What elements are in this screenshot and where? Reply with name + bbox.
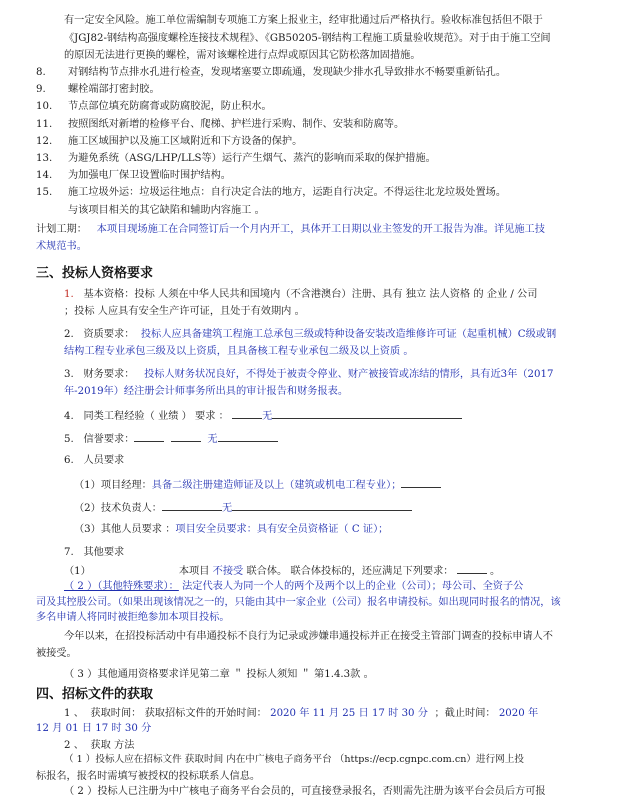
qual-3-line-2: 年-2019年）经注册会计师事务所出具的审计报告和财务报表。 (64, 386, 349, 397)
blank-line (401, 476, 441, 488)
qual-2-line-1 (64, 327, 639, 343)
blank-line (232, 407, 262, 419)
acquire-method-label: 获取 方法 (90, 740, 135, 751)
consortium-pre: 本项目 (178, 566, 210, 577)
schedule-label: 计划工期： (36, 224, 87, 235)
deadline-year: 2020 年 (498, 708, 539, 719)
deadline-time: 12 月 01 日 17 时 30 分 (36, 723, 152, 734)
qual-5-label: 信誉要求： (83, 434, 135, 445)
qual-4 (64, 407, 639, 425)
qual-2-number: 2. (64, 329, 74, 340)
other-staff-value: 项目安全员要求：具有安全员资格证（ C 证）； (175, 524, 389, 535)
note-line-2: 被接受。 (36, 648, 77, 659)
qual-2-line-2: 结构工程专业承包三级及以上资质，且具备核工程专业承包二级及以上资质 。 (64, 346, 414, 357)
section-4-title: 四、招标文件的获取 (36, 687, 154, 702)
qual-1-number: 1. (64, 289, 74, 300)
item-text: 对钢结构节点排水孔进行检查，发现堵塞要立即疏通，发现缺少排水孔导致排水不畅要重新钻孔。 (68, 67, 507, 78)
qual-3-number: 3. (64, 369, 74, 380)
qual-4-label: 同类工程经验（ 业绩 ） 要求 ： (83, 411, 229, 422)
list-item (36, 65, 616, 81)
acquire-method (64, 738, 639, 754)
schedule-line-2: 术规范书。 (36, 241, 87, 252)
item-number: 15. (36, 187, 53, 198)
intro-line-2: 《JGJ82-钢结构高强度螺栓连接技术规程》、《GB50205-钢结构工程施工质量验收规范》。对于由于施工空间 (64, 33, 551, 44)
qual-1-line-2: ；投标 人应具有安全生产许可证，且处于有效期内 。 (64, 306, 305, 317)
item-number: 10. (36, 101, 53, 112)
qual-7-label: 其他要求 (83, 547, 125, 558)
acquire-time-text: 获取招标文件的开始时间： (144, 708, 267, 719)
blank-line (218, 430, 278, 442)
qual-6-sub-1 (74, 476, 639, 494)
intro-line-1: 有一定安全风险。施工单位需编制专项施工方案上报业主，经审批通过后严格执行。验收标准包括但不限于 (64, 15, 543, 26)
section-3-title: 三、投标人资格要求 (36, 266, 154, 281)
qual-3-line-1 (64, 367, 639, 383)
deadline-label: ；截止时间： (434, 708, 496, 719)
qual-7-sub-1: （1） 本项目 不接受 联合体。 联合体投标的，还应满足下列要求： 。 (64, 562, 639, 580)
qual-4-value: 无 (262, 411, 273, 422)
qual-7-sub-2-line-3: 多名申请人将同时被拒绝参加本项目投标。 (36, 612, 230, 623)
item-text: 节点部位填充防腐膏或防腐胶泥，防止积水。 (68, 101, 272, 112)
qual-7-number: 7. (64, 547, 74, 558)
other-staff-label: （3）其他人员要求 ： (74, 524, 176, 535)
blank-line (162, 499, 222, 511)
consortium-post: 联合体。 联合体投标的，还应满足下列要求： (246, 566, 454, 577)
acquire-time-line-1 (64, 706, 639, 722)
qual-5 (64, 430, 639, 448)
item-text: 施工区域围护以及施工区域附近和下方设备的保护。 (68, 136, 303, 147)
qual-6 (64, 453, 639, 469)
start-time: 2020 年 11 月 25 日 17 时 30 分 (270, 708, 428, 719)
list-item (36, 134, 616, 150)
qual-2-text: 投标人应具备建筑工程施工总承包三级或特种设备安装改造维修许可证（起重机械）C级或钢 (140, 329, 557, 340)
qual-6-sub-3 (74, 522, 639, 538)
qual-1-text: 基本资格：投标 人须在中华人民共和国境内（不含港澳台）注册、具有 独立 法人资格 的 企业 / 公司 (83, 289, 538, 300)
item-text: 螺栓端部打密封胶。 (68, 84, 160, 95)
tech-lead-label: （2）技术负责人： (74, 503, 162, 514)
list-item (36, 99, 616, 115)
blank-line (134, 430, 164, 442)
acquire-time-number: 1 、 (64, 708, 84, 719)
intro-line-3: 的原因无法进行更换的螺栓，需对该螺栓进行点焊或原因其它防松落加固措施。 (64, 50, 421, 61)
item-number: 11. (36, 119, 53, 130)
qual-1-line-1 (64, 287, 639, 303)
item-number: 13. (36, 153, 53, 164)
item-text: 为加强电厂保卫设置临时围护结构。 (68, 170, 231, 181)
special-req-text: 法定代表人为同一个人的两个及两个以上的企业（公司）；母公司、全资子公 (182, 581, 524, 592)
project-manager-value: 具备二级注册建造师证及以上（建筑或机电工程专业）； (151, 480, 402, 491)
special-req-label: （ 2 ）（其他特殊要求）： (64, 581, 179, 592)
qual-6-label: 人员要求 (83, 455, 125, 466)
blank-line (272, 407, 462, 419)
consortium-value: 不接受 (212, 566, 244, 577)
qual-6-sub-2 (74, 499, 639, 517)
list-item (36, 151, 616, 167)
qual-4-number: 4. (64, 411, 74, 422)
list-item (36, 168, 616, 184)
qual-5-value: 无 (207, 434, 218, 445)
tech-lead-value: 无 (221, 503, 233, 514)
blank-line (457, 562, 487, 574)
list-item (36, 185, 616, 201)
list-item (36, 82, 616, 98)
acquire-method-number: 2 、 (64, 740, 84, 751)
item-text: 施工垃圾外运：垃圾运往地点：自行决定合法的地方，运距自行决定。不得运往北龙垃圾处置场。 (68, 187, 507, 198)
method-1-line-1: （ 1 ）投标人应在招标文件 获取时间 内在中广核电子商务平台 （https://ecp.cgnpc.com.cn）进行网上投 (64, 754, 524, 765)
qual-3-text: 投标人财务状况良好，不得处于被责令停业、财产被接管或冻结的情形，具有近3年（2017 (144, 369, 554, 380)
qual-3-label: 财务要求： (83, 369, 135, 380)
item-number: 14. (36, 170, 53, 181)
project-manager-label: （1）项目经理： (74, 480, 152, 491)
qual-7-sub-3: （ 3 ）其他通用资格要求详见第二章 ＂ 投标人须知 ＂ 第1.4.3款 。 (64, 669, 374, 680)
item-number: 8. (36, 67, 46, 78)
related-work: 与该项目相关的其它缺陷和辅助内容施工 。 (68, 205, 265, 216)
list-item (36, 117, 616, 133)
item-text: 按照图纸对新增的检修平台、爬梯、护栏进行采购、制作、安装和防腐等。 (68, 119, 405, 130)
schedule-line-1 (36, 222, 616, 238)
method-2-line-1: （ 2 ）投标人已注册为中广核电子商务平台会员的，可直接登录报名，否则需先注册为该平台会员后方可报 (64, 786, 546, 797)
acquire-time-label: 获取时间： (90, 708, 142, 719)
qual-6-number: 6. (64, 455, 74, 466)
qual-7 (64, 545, 639, 561)
note-line-1: 今年以来，在招投标活动中有串通投标不良行为记录或涉嫌串通投标并正在接受主管部门调查的投标申请人不 (64, 631, 553, 642)
method-1-line-2: 标报名，报名时需填写被授权的投标联系人信息。 (36, 771, 261, 782)
blank-line (171, 430, 201, 442)
qual-2-label: 资质要求： (83, 329, 135, 340)
qual-7-sub-2-line-1 (64, 579, 639, 595)
consortium-number: （1） (64, 566, 91, 577)
item-text: 为避免系统（ASG/LHP/LLS等）运行产生烟气、蒸汽的影响而采取的保护措施。 (68, 153, 436, 164)
qual-5-number: 5. (64, 434, 74, 445)
blank-line (232, 499, 412, 511)
item-number: 12. (36, 136, 53, 147)
qual-7-sub-2-line-2: 司及其控股公司。（如果出现该情况之一的，只能由其中一家企业（公司）报名申请投标。如出现同时报名的情况，该 (36, 597, 561, 608)
item-number: 9. (36, 84, 46, 95)
schedule-text: 本项目现场施工在合同签订后一个月内开工，具体开工日期以业主签发的开工报告为准。详见施工技 (96, 224, 545, 235)
